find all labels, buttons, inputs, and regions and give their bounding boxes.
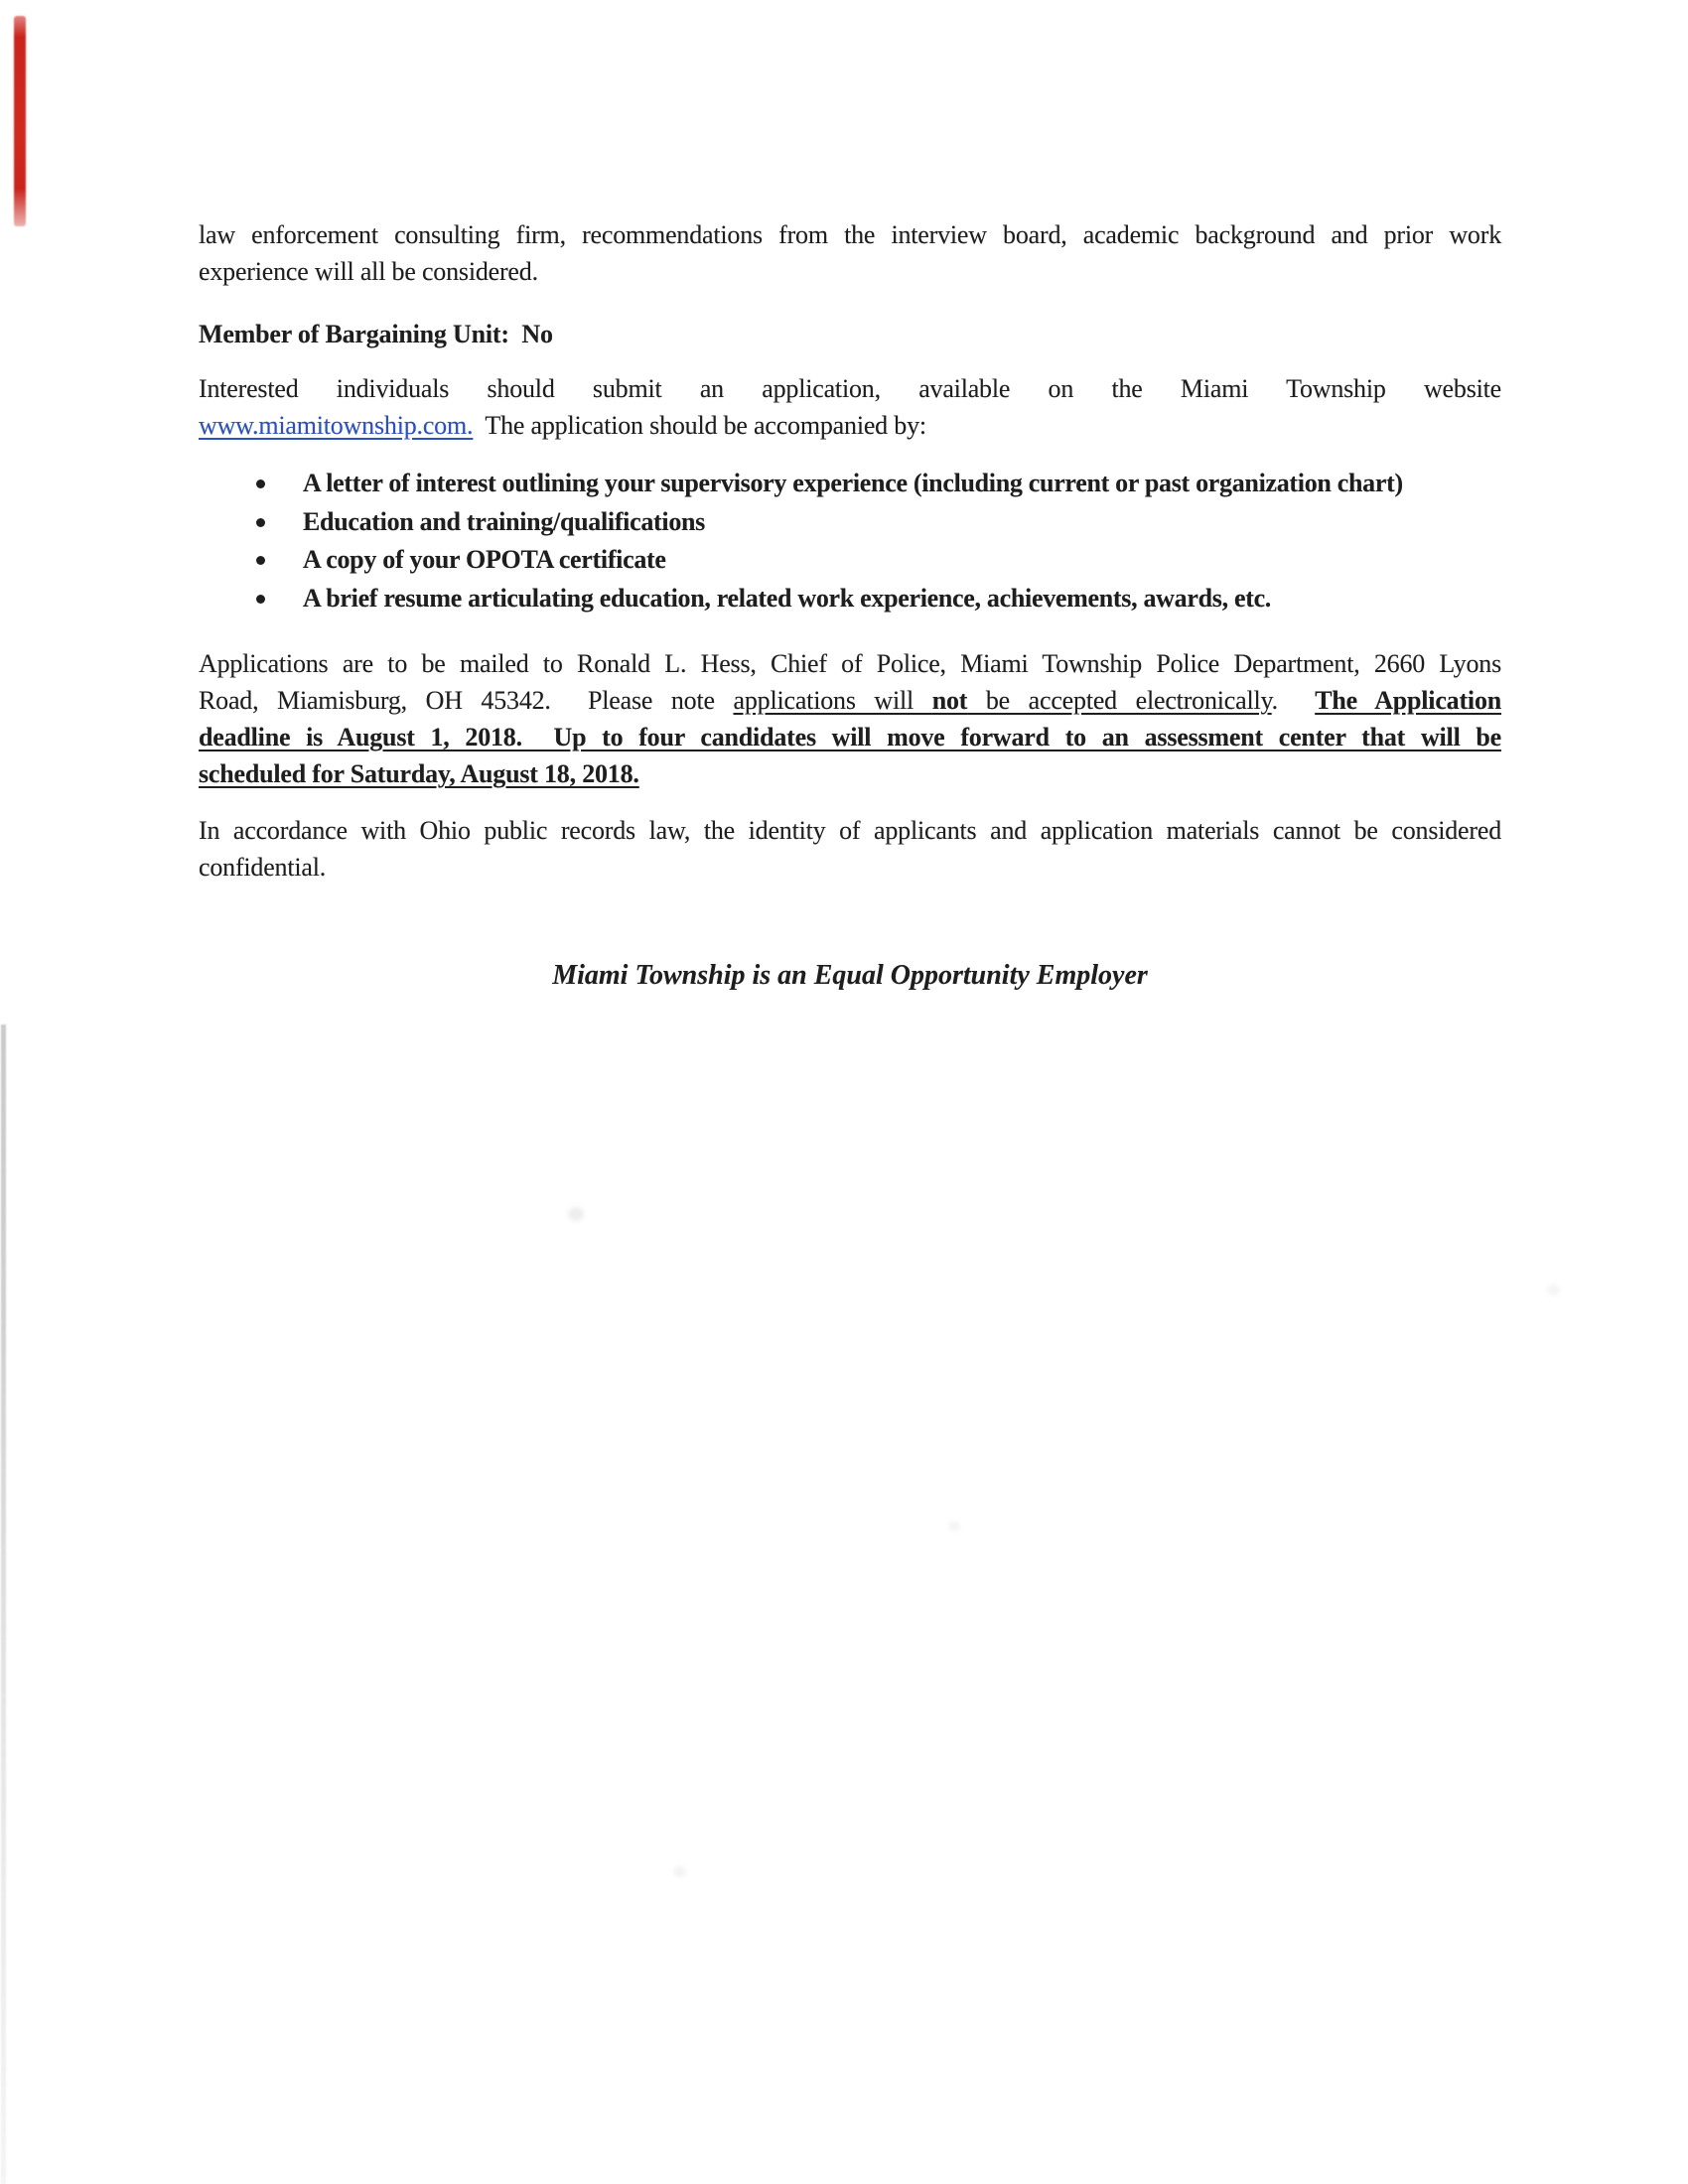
paragraph-deadline-line-3 [199,719,1501,755]
scan-speck-artifact [568,1207,584,1221]
paragraph-considerations [199,216,1501,290]
list-item-letter-of-interest: A letter of interest outlining your supervisory experience (including current or past organization chart) [303,465,1501,503]
mailing-address-text: Road, Miamisburg, OH 45342. Please note [199,686,734,715]
list-item-education-training: Education and training/qualifications [303,503,1501,542]
paragraph-application-info-line-2 [199,407,1501,444]
township-website-link[interactable]: www.miamitownship.com. [199,411,474,440]
underlined-phrase-start: applications will [733,686,932,715]
document-content [199,0,1501,994]
bargaining-unit-heading: Member of Bargaining Unit: No [199,320,553,348]
scan-speck-artifact [1547,1285,1560,1296]
underlined-phrase-not-bold: not [931,686,968,715]
application-deadline-emphasis-start: The Application [1315,686,1502,715]
underlined-phrase-end: be accepted electronically [967,686,1272,715]
scan-speck-artifact [673,1866,686,1877]
paragraph-mailing-deadline [199,645,1501,792]
paragraph-application-info-line-2-rest: The application should be accompanied by: [473,411,926,440]
paragraph-mailing-line-2 [199,682,1501,719]
red-scan-artifact [14,16,26,226]
application-requirements-list [199,465,1501,617]
paragraph-deadline-line-4 [199,755,1501,792]
sentence-separator: . [1271,686,1316,715]
scan-speck-artifact [948,1521,960,1531]
application-deadline-emphasis-middle: deadline is August 1, 2018. Up to four candidates will move forward to an assessment center that will be [199,723,1501,751]
paragraph-application-info-line-1: Interested individuals should submit an application, available on the Miami Township website [199,374,1501,403]
list-item-brief-resume: A brief resume articulating education, related work experience, achievements, awards, etc. [303,580,1501,618]
paragraph-mailing-line-1: Applications are to be mailed to Ronald L. Hess, Chief of Police, Miami Township Police Department, 2660 Lyons [199,649,1501,678]
paragraph-public-records-line-2: confidential. [199,853,327,882]
scan-edge-line-artifact [1,1024,6,2184]
paragraph-application-info [199,370,1501,444]
application-deadline-emphasis-end: scheduled for Saturday, August 18, 2018. [199,759,639,788]
no-electronic-applications-underlined-phrase [734,686,1272,715]
equal-opportunity-employer-line: Miami Township is an Equal Opportunity Employer [552,960,1148,991]
paragraph-considerations-line-2: experience will all be considered. [199,257,538,286]
paragraph-public-records-line-1: In accordance with Ohio public records law, the identity of applicants and application materials cannot be considered [199,816,1501,845]
paragraph-public-records [199,812,1501,886]
list-item-opota-certificate: A copy of your OPOTA certificate [303,541,1501,580]
paragraph-considerations-line-1: law enforcement consulting firm, recommendations from the interview board, academic background and prior work [199,220,1501,249]
